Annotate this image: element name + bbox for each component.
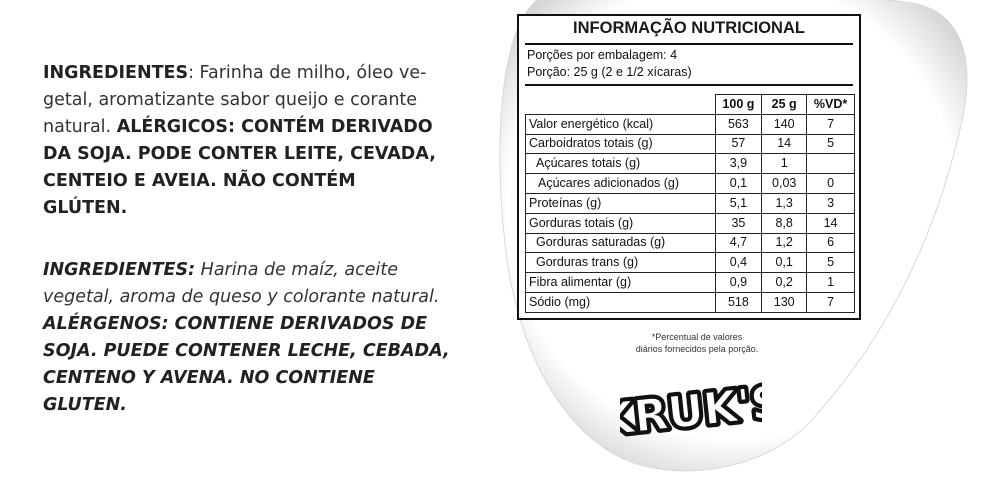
portion-rule xyxy=(525,84,853,86)
value-100g: 4,7 xyxy=(715,233,762,253)
ingredients-pt xyxy=(43,60,453,222)
servings-per-package: Porções por embalagem: 4 xyxy=(527,48,678,62)
portion-size: Porção: 25 g (2 e 1/2 xícaras) xyxy=(527,65,692,79)
value-100g: 0,9 xyxy=(715,273,762,293)
ingredients-pt-heading: INGREDIENTES xyxy=(43,63,189,83)
value-vd: 5 xyxy=(807,134,855,154)
ingredients-pt-text: : Farinha de milho, óleo ve- getal, aromatizante sabor queijo e corante natural. xyxy=(43,63,427,137)
nutrient-label: Gorduras trans (g) xyxy=(526,253,716,273)
value-25g: 130 xyxy=(762,292,807,312)
value-vd: 1 xyxy=(807,273,855,293)
ingredients-es-heading: INGREDIENTES: xyxy=(43,260,196,280)
krukes-logo xyxy=(620,368,762,452)
value-100g: 3,9 xyxy=(715,154,762,174)
nutrient-label: Proteínas (g) xyxy=(526,193,716,213)
logo-text: KRUK'S xyxy=(620,376,762,447)
value-vd: 3 xyxy=(807,193,855,213)
value-25g: 1 xyxy=(762,154,807,174)
value-100g: 0,4 xyxy=(715,253,762,273)
nutrition-title: INFORMAÇÃO NUTRICIONAL xyxy=(573,19,805,37)
value-100g: 518 xyxy=(715,292,762,312)
header-blank xyxy=(526,95,716,115)
nutrition-row xyxy=(526,213,855,233)
value-vd xyxy=(807,154,855,174)
nutrition-panel xyxy=(517,14,861,320)
nutrition-row xyxy=(526,193,855,213)
nutrition-row xyxy=(526,253,855,273)
allergens-es: ALÉRGENOS: CONTIENE DERIVADOS DE SOJA. PUEDE CONTENER LECHE, CEBADA, CENTENO Y AVENA. NO CONTIENE GLUTEN. xyxy=(43,314,450,415)
nutrition-table xyxy=(525,94,855,313)
value-25g: 0,1 xyxy=(762,253,807,273)
value-vd: 5 xyxy=(807,253,855,273)
value-100g: 0,1 xyxy=(715,174,762,194)
nutrient-label: Gorduras saturadas (g) xyxy=(526,233,716,253)
nutrient-label: Açúcares totais (g) xyxy=(526,154,716,174)
value-25g: 140 xyxy=(762,114,807,134)
nutrition-row xyxy=(526,233,855,253)
nutrient-label: Sódio (mg) xyxy=(526,292,716,312)
value-25g: 0,2 xyxy=(762,273,807,293)
value-vd: 7 xyxy=(807,292,855,312)
value-100g: 563 xyxy=(715,114,762,134)
value-vd: 6 xyxy=(807,233,855,253)
header-vd: %VD* xyxy=(807,95,855,115)
nutrient-label: Carboidratos totais (g) xyxy=(526,134,716,154)
header-100g: 100 g xyxy=(715,95,762,115)
nutrition-header-row xyxy=(526,95,855,115)
nutrition-row xyxy=(526,134,855,154)
nutrient-label: Valor energético (kcal) xyxy=(526,114,716,134)
logo-outline: KRUK'S xyxy=(620,376,762,447)
value-25g: 14 xyxy=(762,134,807,154)
header-25g: 25 g xyxy=(762,95,807,115)
value-25g: 1,3 xyxy=(762,193,807,213)
nutrition-row xyxy=(526,174,855,194)
value-vd: 0 xyxy=(807,174,855,194)
value-100g: 35 xyxy=(715,213,762,233)
nutrient-label: Gorduras totais (g) xyxy=(526,213,716,233)
ingredients-es-text: Harina de maíz, aceite vegetal, aroma de queso y colorante natural. xyxy=(43,260,440,307)
allergens-pt: ALÉRGICOS: CONTÉM DERIVADO DA SOJA. PODE CONTER LEITE, CEVADA, CENTEIO E AVEIA. NÃO CONTÉM GLÚTEN. xyxy=(43,117,436,218)
nutrition-row xyxy=(526,292,855,312)
value-25g: 0,03 xyxy=(762,174,807,194)
value-100g: 57 xyxy=(715,134,762,154)
nutrition-row xyxy=(526,273,855,293)
footnote: *Percentual de valores diários fornecidos pela porção. xyxy=(635,332,759,354)
value-vd: 14 xyxy=(807,213,855,233)
title-rule xyxy=(525,43,853,45)
nutrient-label: Fibra alimentar (g) xyxy=(526,273,716,293)
value-25g: 1,2 xyxy=(762,233,807,253)
nutrition-row xyxy=(526,114,855,134)
nutrition-row xyxy=(526,154,855,174)
logo-graphic xyxy=(620,368,762,448)
value-vd: 7 xyxy=(807,114,855,134)
value-100g: 5,1 xyxy=(715,193,762,213)
value-25g: 8,8 xyxy=(762,213,807,233)
nutrient-label: Açúcares adicionados (g) xyxy=(526,174,716,194)
ingredients-es xyxy=(43,257,453,419)
